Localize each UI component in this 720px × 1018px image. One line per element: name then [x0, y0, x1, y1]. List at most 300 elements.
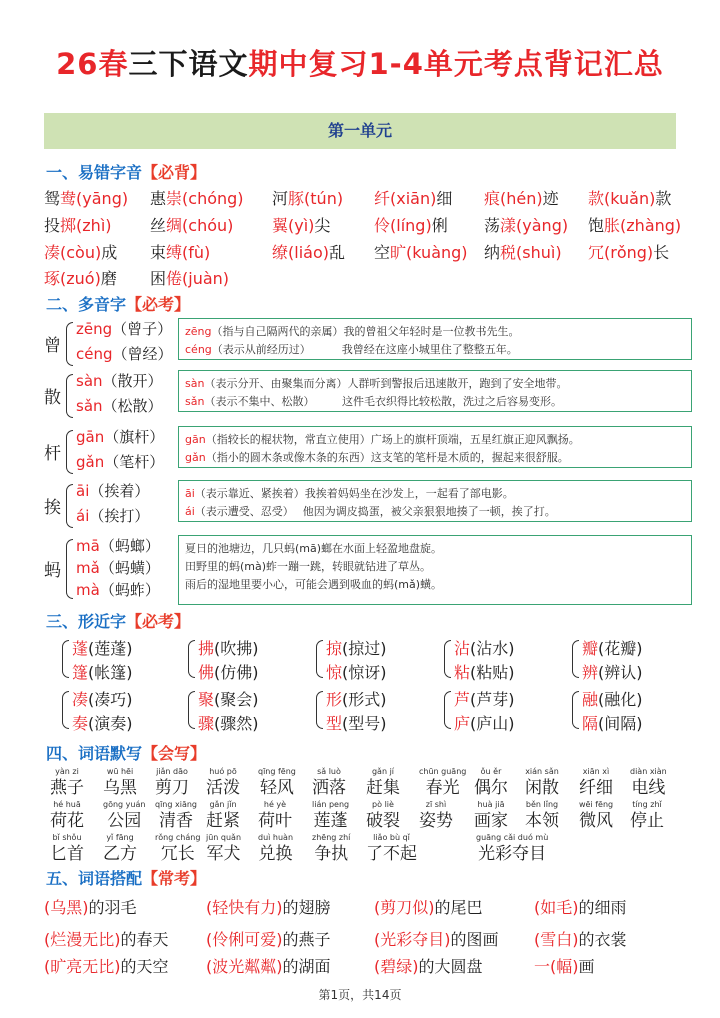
- word-part: 细: [436, 189, 453, 208]
- word-text: 军犬: [206, 844, 241, 864]
- word-part: 束: [150, 243, 167, 262]
- pinyin: gān: [76, 428, 105, 446]
- word-item: [419, 799, 453, 831]
- similar-char-line: [198, 660, 259, 683]
- similar-char-group: [316, 687, 436, 737]
- word-pinyin: yàn zi: [55, 767, 79, 776]
- example-word: (骤然): [214, 714, 259, 733]
- char: 佛: [198, 663, 215, 682]
- word-item: [206, 799, 240, 831]
- word-part: (chóu): [182, 216, 234, 235]
- char: 凑: [72, 690, 89, 709]
- word-item: [258, 766, 296, 798]
- polyphone-reading: [76, 426, 164, 447]
- example-word: (帐篷): [88, 663, 133, 682]
- similar-char-line: [582, 711, 643, 734]
- word-part: 纤: [374, 189, 391, 208]
- word-part: (yāng): [76, 189, 129, 208]
- word-part: 琢: [44, 269, 61, 288]
- word-text: 洒落: [312, 778, 346, 798]
- word-part: (hén): [500, 189, 543, 208]
- noun-phrase: 的春天: [120, 930, 169, 949]
- example-word: （蚂蟥）: [99, 559, 160, 577]
- example-word: (掠过): [342, 639, 387, 658]
- example-word: （松散）: [102, 397, 163, 415]
- char: 篷: [72, 663, 89, 682]
- similar-char-line: [454, 660, 515, 683]
- word-text: 本领: [525, 811, 559, 831]
- word-pinyin: gǎn jí: [371, 767, 395, 776]
- error-word-item: [588, 186, 671, 209]
- pinyin: sàn: [76, 372, 103, 390]
- example-word: (莲蓬): [88, 639, 133, 658]
- brace-icon: [316, 640, 323, 678]
- fill-word: (轻快有力): [206, 898, 283, 917]
- example-word: （蚂螂）: [99, 537, 160, 555]
- word-text: 电线: [631, 778, 666, 798]
- pinyin: sǎn: [185, 395, 205, 408]
- similar-char-group: [572, 636, 692, 686]
- collocation-item: [374, 954, 483, 977]
- example-line: [185, 341, 685, 359]
- pinyin: ái: [76, 507, 90, 525]
- char: 蓬: [72, 639, 89, 658]
- word-pinyin: wēi fēng: [579, 800, 614, 809]
- word-part: 旷: [390, 243, 407, 262]
- noun-phrase: 的衣裳: [578, 930, 627, 949]
- brace-icon: [66, 539, 73, 599]
- example-sentence: （指小的圆木条或像木条的东西）这支笔的笔杆是木质的，握起来很舒服。: [205, 451, 569, 464]
- word-item: [103, 832, 137, 864]
- error-word-item: [44, 186, 128, 209]
- polyphone-char: 散: [44, 388, 61, 408]
- word-pinyin: huó pō: [209, 767, 237, 776]
- collocation-item: [534, 895, 627, 918]
- similar-char-line: [198, 687, 259, 710]
- similar-char-group: [62, 636, 182, 686]
- word-pinyin: jūn quǎn: [206, 833, 242, 842]
- fill-word: 一(幅): [534, 957, 579, 976]
- collocation-item: [206, 895, 331, 918]
- word-pinyin: liǎo bù qǐ: [373, 833, 410, 842]
- word-part: (xiān): [390, 189, 437, 208]
- collocation-item: [534, 927, 627, 950]
- similar-char-line: [582, 636, 643, 659]
- word-item: [155, 799, 197, 831]
- polyphone-reading: [76, 451, 164, 472]
- noun-phrase: 的天空: [120, 957, 169, 976]
- pinyin: āi: [76, 482, 90, 500]
- similar-char-group: [316, 636, 436, 686]
- collocation-item: [44, 927, 169, 950]
- polyphone-char: 蚂: [44, 561, 61, 581]
- brace-icon: [188, 640, 195, 678]
- page-footer: 第1页，共14页: [318, 988, 402, 1002]
- pinyin: zēng: [185, 325, 212, 338]
- word-item: [206, 766, 240, 798]
- noun-phrase: 的细雨: [578, 898, 627, 917]
- polyphone-char: 曾: [44, 336, 61, 356]
- polyphone-reading: [76, 480, 149, 501]
- word-text: 微风: [579, 811, 614, 831]
- word-part: 豚: [288, 189, 305, 208]
- word-pinyin: qīng fēng: [258, 767, 296, 776]
- example-word: （散开）: [102, 372, 163, 390]
- word-part: 缚: [166, 243, 183, 262]
- word-item: [579, 799, 613, 831]
- word-part: 胀: [604, 216, 621, 235]
- word-part: 乱: [328, 243, 345, 262]
- word-text: 公园: [107, 811, 142, 831]
- noun-phrase: 的图画: [450, 930, 499, 949]
- char: 形: [326, 690, 343, 709]
- pinyin: céng: [185, 343, 212, 356]
- polyphone-reading: [76, 318, 172, 339]
- word-part: 凑: [44, 243, 61, 262]
- example-sentence: （表示从前经历过） 我曾经在这座小城里住了整整五年。: [211, 343, 518, 356]
- similar-char-line: [72, 660, 133, 683]
- char: 型: [326, 714, 343, 733]
- word-item: [474, 799, 508, 831]
- polyphone-reading: [76, 557, 160, 578]
- pinyin: āi: [185, 487, 195, 500]
- error-word-item: [484, 186, 559, 209]
- example-word: （旗杆）: [104, 428, 165, 446]
- error-word-item: [272, 186, 343, 209]
- char: 庐: [454, 714, 471, 733]
- example-word: (吹拂): [214, 639, 259, 658]
- word-text: 兑换: [258, 844, 293, 864]
- error-word-item: [374, 240, 468, 263]
- word-part: 长: [653, 243, 670, 262]
- word-part: 饱: [588, 216, 605, 235]
- polyphone-reading: [76, 370, 163, 391]
- word-pinyin: duì huàn: [258, 833, 294, 842]
- noun-phrase: 的尾巴: [434, 898, 483, 917]
- noun-phrase: 的翅膀: [282, 898, 331, 917]
- word-part: 漾: [500, 216, 517, 235]
- word-item: [630, 766, 667, 798]
- word-text: 画家: [474, 811, 508, 831]
- word-part: 绸: [166, 216, 183, 235]
- word-item: [419, 766, 466, 798]
- word-pinyin: xiān xì: [582, 767, 610, 776]
- pinyin: mà: [76, 581, 100, 599]
- word-text: 赶紧: [206, 811, 240, 831]
- collocation-item: [374, 895, 483, 918]
- pinyin: sàn: [185, 377, 205, 390]
- word-item: [103, 799, 145, 831]
- polyphone-example-box: [178, 370, 692, 412]
- similar-char-line: [198, 636, 259, 659]
- section-heading: 四、词语默写【会写】: [46, 744, 207, 763]
- error-word-item: [150, 186, 244, 209]
- example-word: (仿佛): [214, 663, 259, 682]
- word-text: 莲蓬: [313, 811, 348, 831]
- example-word: (融化): [598, 690, 643, 709]
- char: 瓣: [582, 639, 599, 658]
- brace-icon: [66, 484, 73, 528]
- word-part: (zhàng): [620, 216, 682, 235]
- word-text: 光彩夺目: [478, 844, 547, 864]
- word-item: [525, 799, 559, 831]
- word-part: 缭: [272, 243, 289, 262]
- example-word: (型号): [342, 714, 387, 733]
- polyphone-char: 挨: [44, 498, 61, 518]
- error-word-item: [374, 186, 452, 209]
- brace-icon: [444, 640, 451, 678]
- word-text: 乙方: [103, 844, 137, 864]
- example-sentence: （表示遭受、忍受） 他因为调皮捣蛋，被父亲狠狠地揍了一顿，挨了打。: [194, 505, 556, 518]
- word-pinyin: gōng yuán: [103, 800, 146, 809]
- word-pinyin: chūn guāng: [419, 767, 467, 776]
- polyphone-reading: [76, 579, 160, 600]
- word-part: 惠: [150, 189, 167, 208]
- brace-icon: [62, 640, 69, 678]
- section-heading: 三、形近字【必考】: [46, 612, 191, 631]
- word-text: 停止: [630, 811, 664, 831]
- example-word: (辨认): [598, 663, 643, 682]
- error-word-item: [150, 240, 210, 263]
- word-part: 纳: [484, 243, 501, 262]
- noun-phrase: 的湖面: [282, 957, 331, 976]
- word-text: 纤细: [579, 778, 613, 798]
- polyphone-reading: [76, 535, 160, 556]
- word-pinyin: gǎn jǐn: [209, 800, 237, 809]
- polyphone-reading: [76, 395, 163, 416]
- word-part: 成: [101, 243, 118, 262]
- word-part: 款: [588, 189, 605, 208]
- collocation-item: [44, 895, 137, 918]
- brace-icon: [188, 691, 195, 729]
- char: 掠: [326, 639, 343, 658]
- word-item: [579, 766, 613, 798]
- word-item: [474, 766, 508, 798]
- similar-char-group: [444, 636, 564, 686]
- word-text: 闲散: [525, 778, 559, 798]
- collocation-item: [206, 927, 331, 950]
- example-line: [185, 375, 685, 393]
- error-word-item: [484, 213, 568, 236]
- char: 隔: [582, 714, 599, 733]
- pinyin: gān: [185, 433, 206, 446]
- pinyin: gǎn: [76, 453, 105, 471]
- word-part: 鸳: [44, 189, 61, 208]
- similar-char-line: [198, 711, 259, 734]
- word-text: 活泼: [206, 778, 240, 798]
- example-sentence: 夏日的池塘边，几只蚂(mā)螂在水面上轻盈地盘旋。: [185, 542, 443, 555]
- similar-char-group: [62, 687, 182, 737]
- similar-char-group: [188, 636, 308, 686]
- word-part: (liáo): [288, 243, 329, 262]
- noun-phrase: 的大圆盘: [418, 957, 483, 976]
- page-title: 26春三下语文期中复习1-4单元考点背记汇总: [56, 47, 664, 81]
- word-item: [366, 832, 417, 864]
- brace-icon: [66, 322, 73, 366]
- word-part: 翼: [272, 216, 289, 235]
- similar-char-group: [572, 687, 692, 737]
- error-word-item: [150, 266, 229, 289]
- word-item: [366, 766, 400, 798]
- example-line: [185, 558, 685, 576]
- word-part: 掷: [60, 216, 77, 235]
- char: 拂: [198, 639, 215, 658]
- word-item: [206, 832, 241, 864]
- word-pinyin: wū hēi: [106, 767, 134, 776]
- example-word: （笔杆）: [104, 453, 165, 471]
- word-part: (líng): [390, 216, 432, 235]
- example-word: (演奏): [88, 714, 133, 733]
- fill-word: (剪刀似): [374, 898, 435, 917]
- error-word-item: [484, 240, 562, 263]
- noun-phrase: 的燕子: [282, 930, 331, 949]
- word-pinyin: ǒu ěr: [480, 767, 502, 776]
- example-line: [185, 576, 685, 594]
- word-text: 燕子: [50, 778, 84, 798]
- word-part: 迹: [542, 189, 559, 208]
- word-item: [312, 832, 350, 864]
- word-text: 争执: [314, 844, 349, 864]
- similar-char-group: [444, 687, 564, 737]
- word-pinyin: huà jiā: [477, 800, 505, 809]
- example-line: [185, 449, 685, 467]
- brace-icon: [444, 691, 451, 729]
- section-heading: 二、多音字【必考】: [46, 295, 191, 314]
- brace-icon: [572, 640, 579, 678]
- example-line: [185, 431, 685, 449]
- example-sentence: （表示分开、由聚集而分离）人群听到警报后迅速散开，跑到了安全地带。: [204, 377, 568, 390]
- char: 惊: [326, 663, 343, 682]
- fill-word: (旷亮无比): [44, 957, 121, 976]
- fill-word: (碧绿): [374, 957, 419, 976]
- char: 沾: [454, 639, 471, 658]
- word-item: [312, 766, 346, 798]
- example-sentence: （表示靠近、紧挨着）我挨着妈妈坐在沙发上，一起看了部电影。: [194, 487, 514, 500]
- example-sentence: （指与自己隔两代的亲属）我的曾祖父年轻时是一位教书先生。: [211, 325, 520, 338]
- unit-header: 第一单元: [44, 113, 676, 149]
- word-item: [258, 799, 292, 831]
- word-pinyin: tíng zhǐ: [632, 800, 662, 809]
- similar-char-line: [582, 660, 643, 683]
- word-pinyin: jiǎn dāo: [156, 767, 188, 776]
- error-word-item: [374, 213, 448, 236]
- char: 奏: [72, 714, 89, 733]
- word-pinyin: xián sǎn: [525, 767, 559, 776]
- fill-word: (伶俐可爱): [206, 930, 283, 949]
- word-pinyin: sǎ luò: [317, 767, 341, 776]
- char: 聚: [198, 690, 215, 709]
- example-word: (形式): [342, 690, 387, 709]
- similar-char-line: [72, 636, 133, 659]
- example-sentence: 田野里的蚂(mà)蚱一蹦一跳，转眼就钻进了草丛。: [185, 560, 432, 573]
- word-part: 崇: [166, 189, 183, 208]
- polyphone-example-box: [178, 426, 692, 468]
- word-text: 匕首: [50, 844, 84, 864]
- example-word: （曾子）: [112, 320, 173, 338]
- word-part: (rǒng): [604, 243, 654, 262]
- similar-char-line: [582, 687, 643, 710]
- word-part: (chóng): [182, 189, 244, 208]
- example-word: (芦芽): [470, 690, 515, 709]
- word-item: [366, 799, 400, 831]
- brace-icon: [66, 374, 73, 418]
- example-line: [185, 540, 685, 558]
- word-part: 尖: [314, 216, 331, 235]
- word-pinyin: běn lǐng: [525, 800, 559, 809]
- example-word: (凑巧): [88, 690, 133, 709]
- word-part: 款: [655, 189, 672, 208]
- word-item: [103, 766, 137, 798]
- word-part: (tún): [304, 189, 344, 208]
- error-word-item: [150, 213, 233, 236]
- word-text: 偶尔: [474, 778, 508, 798]
- word-item: [155, 832, 200, 864]
- similar-char-line: [326, 711, 387, 734]
- word-pinyin: lián peng: [312, 800, 350, 809]
- collocation-item: [374, 927, 499, 950]
- polyphone-example-box: [178, 318, 692, 360]
- pinyin: sǎn: [76, 397, 103, 415]
- example-line: [185, 393, 685, 411]
- example-word: (聚会): [214, 690, 259, 709]
- word-part: (shuì): [516, 243, 562, 262]
- example-line: [185, 323, 685, 341]
- example-word: (间隔): [598, 714, 643, 733]
- char: 芦: [454, 690, 471, 709]
- word-part: 伶: [374, 216, 391, 235]
- fill-word: (如毛): [534, 898, 579, 917]
- example-word: (沾水): [470, 639, 515, 658]
- pinyin: zēng: [76, 320, 113, 338]
- brace-icon: [62, 691, 69, 729]
- polyphone-example-box: [178, 535, 692, 605]
- word-item: [258, 832, 293, 864]
- char: 骤: [198, 714, 215, 733]
- pinyin: gǎn: [185, 451, 206, 464]
- word-part: (còu): [60, 243, 102, 262]
- pinyin: ái: [185, 505, 195, 518]
- similar-char-line: [72, 687, 133, 710]
- example-word: (花瓣): [598, 639, 643, 658]
- polyphone-reading: [76, 505, 149, 526]
- polyphone-reading: [76, 343, 173, 364]
- brace-icon: [316, 691, 323, 729]
- word-part: (zhì): [76, 216, 112, 235]
- error-word-item: [588, 213, 681, 236]
- word-part: (yàng): [516, 216, 569, 235]
- word-part: 河: [272, 189, 289, 208]
- pinyin: mā: [76, 537, 100, 555]
- word-item: [50, 799, 84, 831]
- section-heading: 五、词语搭配【常考】: [46, 869, 207, 888]
- word-part: 荡: [484, 216, 501, 235]
- word-part: 倦: [166, 269, 183, 288]
- error-word-item: [44, 213, 112, 236]
- example-sentence: （表示不集中、松散） 这件毛衣织得比较松散，洗过之后容易变形。: [204, 395, 562, 408]
- word-pinyin: bǐ shǒu: [52, 833, 82, 842]
- char: 融: [582, 690, 599, 709]
- word-part: 税: [500, 243, 517, 262]
- example-word: （挨着）: [89, 482, 150, 500]
- word-part: (juàn): [182, 269, 230, 288]
- word-part: 丝: [150, 216, 167, 235]
- char: 辨: [582, 663, 599, 682]
- collocation-item: [534, 954, 595, 977]
- word-item: [312, 799, 349, 831]
- brace-icon: [66, 430, 73, 474]
- fill-word: (雪白): [534, 930, 579, 949]
- fill-word: (乌黑): [44, 898, 89, 917]
